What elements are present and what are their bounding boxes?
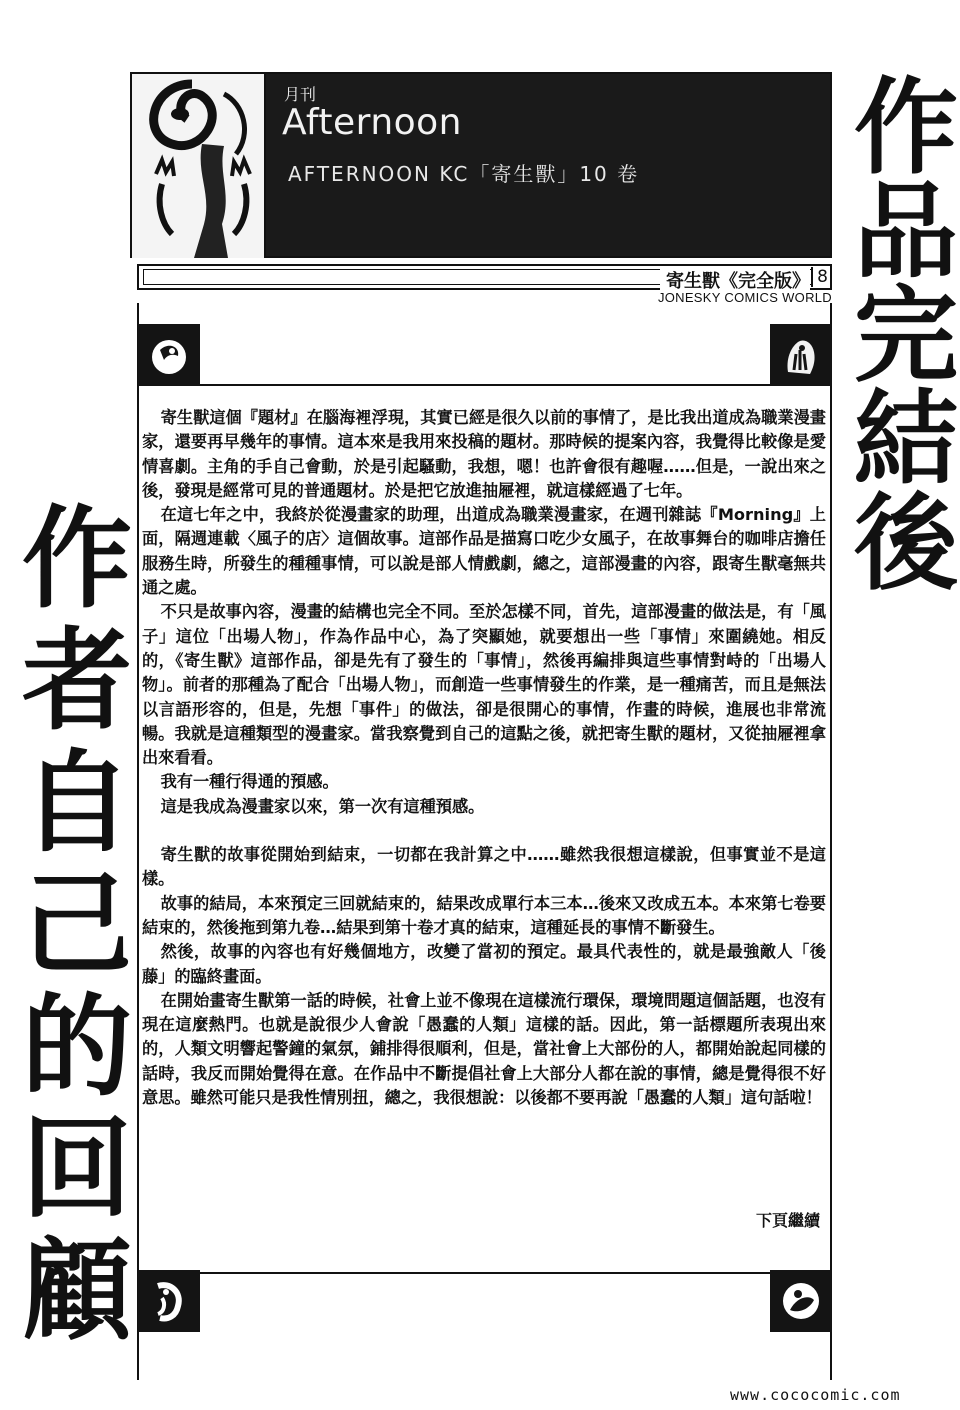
paragraph: 在開始畫寄生獸第一話的時候，社會上並不像現在這樣流行環保，環境問題這個話題，也沒有現在這麼熱門。也就是說很少人會說「愚蠢的人類」這樣的話。因此，第一話標題所表現出來的，人類文明響起警鐘的氣氛，鋪排得很順利，但是，當社會上大部份的人，都開始說起同樣的話時，我反而開始覺得在意。在作品中不斷提倡社會上大部分人都在說的事情，總是覺得很不好意思。雖然可能只是我性情別扭，總之，我很想說：以後都不要再說「愚蠢的人類」這句話啦！	[142, 990, 826, 1108]
parasite-head-icon	[770, 1270, 832, 1332]
paragraph: 這是我成為漫畫家以來，第一次有這種預感。	[160, 796, 485, 816]
parasite-blade-icon	[138, 1270, 200, 1332]
parasite-hand-icon	[770, 324, 832, 386]
publisher-credit: JONESKY COMICS WORLD	[657, 290, 832, 305]
series-title: 寄生獸《完全版》	[660, 267, 810, 293]
volume-subtitle: AFTERNOON KC「寄生獸」10 卷	[288, 162, 640, 186]
article-heading: 作品完結後	[836, 72, 958, 592]
magazine-frequency-label: 月刊	[284, 85, 317, 104]
top-rule	[200, 384, 770, 386]
paragraph-gap	[142, 819, 826, 843]
paragraph: 然後，故事的內容也有好幾個地方，改變了當初的預定。最具代表性的，就是最強敵人「後藤」的臨終畫面。	[142, 942, 826, 986]
paragraph: 不只是故事內容，漫畫的結構也完全不同。至於怎樣不同，首先，這部漫畫的做法是，有「風子」這位「出場人物」，作為作品中心，為了突顯她，就要想出一些「事情」來圍繞她。相反的，《寄生獸》這部作品，卻是先有了發生的「事情」，然後再編排與這些事情對峙的「出場人物」。前者的那種為了配合「出場人物」，而創造一些事情發生的作業，是一種痛苦，而且是無法以言語形容的，但是，先想「事件」的做法，卻是很開心的事情，作畫的時候，進展也非常流暢。我就是這種類型的漫畫家。當我察覺到自己的這點之後，就把寄生獸的題材，又從抽屜裡拿出來看看。	[142, 602, 826, 768]
page-number: 8	[811, 267, 828, 287]
article-body	[142, 406, 826, 1110]
paragraph: 故事的結局，本來預定三回就結束的，結果改成單行本三本…後來又改成五本。本來第七卷要結束的，然後拖到第九卷…結果到第十卷才真的結束，這種延長的事情不斷發生。	[142, 893, 826, 937]
magazine-title: Afternoon	[282, 102, 462, 143]
header-panel	[130, 72, 832, 258]
paragraph: 在這七年之中，我終於從漫畫家的助理，出道成為職業漫畫家，在週刊雜誌『Morning』上面，隔週連載〈風子的店〉這個故事。這部作品是描寫口吃少女風子，在故事舞台的咖啡店擔任服務生時，所發生的種種事情，可以說是部人情戲劇，總之，這部漫畫的內容，跟寄生獸毫無共通之處。	[142, 505, 826, 598]
paragraph: 寄生獸這個『題材』在腦海裡浮現，其實已經是很久以前的事情了，是比我出道成為職業漫畫家，還要再早幾年的事情。這本來是我用來投稿的題材。那時候的提案內容，我覺得比較像是愛情喜劇。主角的手自己會動，於是引起騷動，我想，嗯！也許會很有趣喔……但是，一說出來之後，發現是經常可見的普通題材。於是把它放進抽屜裡，就這樣經過了七年。	[142, 408, 826, 500]
paragraph: 寄生獸的故事從開始到結束，一切都在我計算之中……雖然我很想這樣說，但事實並不是這樣。	[142, 845, 826, 889]
cover-illustration	[132, 74, 266, 258]
watermark-url: www.cococomic.com	[730, 1386, 901, 1404]
parasite-illustration-icon	[132, 74, 266, 258]
article-subheading: 作者自己的回顧	[4, 500, 132, 1354]
parasite-eye-icon	[138, 324, 200, 386]
series-bar	[137, 264, 832, 290]
bottom-rule	[200, 1272, 770, 1274]
paragraph: 我有一種行得通的預感。	[160, 772, 339, 792]
continued-note: 下頁繼續	[755, 1211, 820, 1230]
